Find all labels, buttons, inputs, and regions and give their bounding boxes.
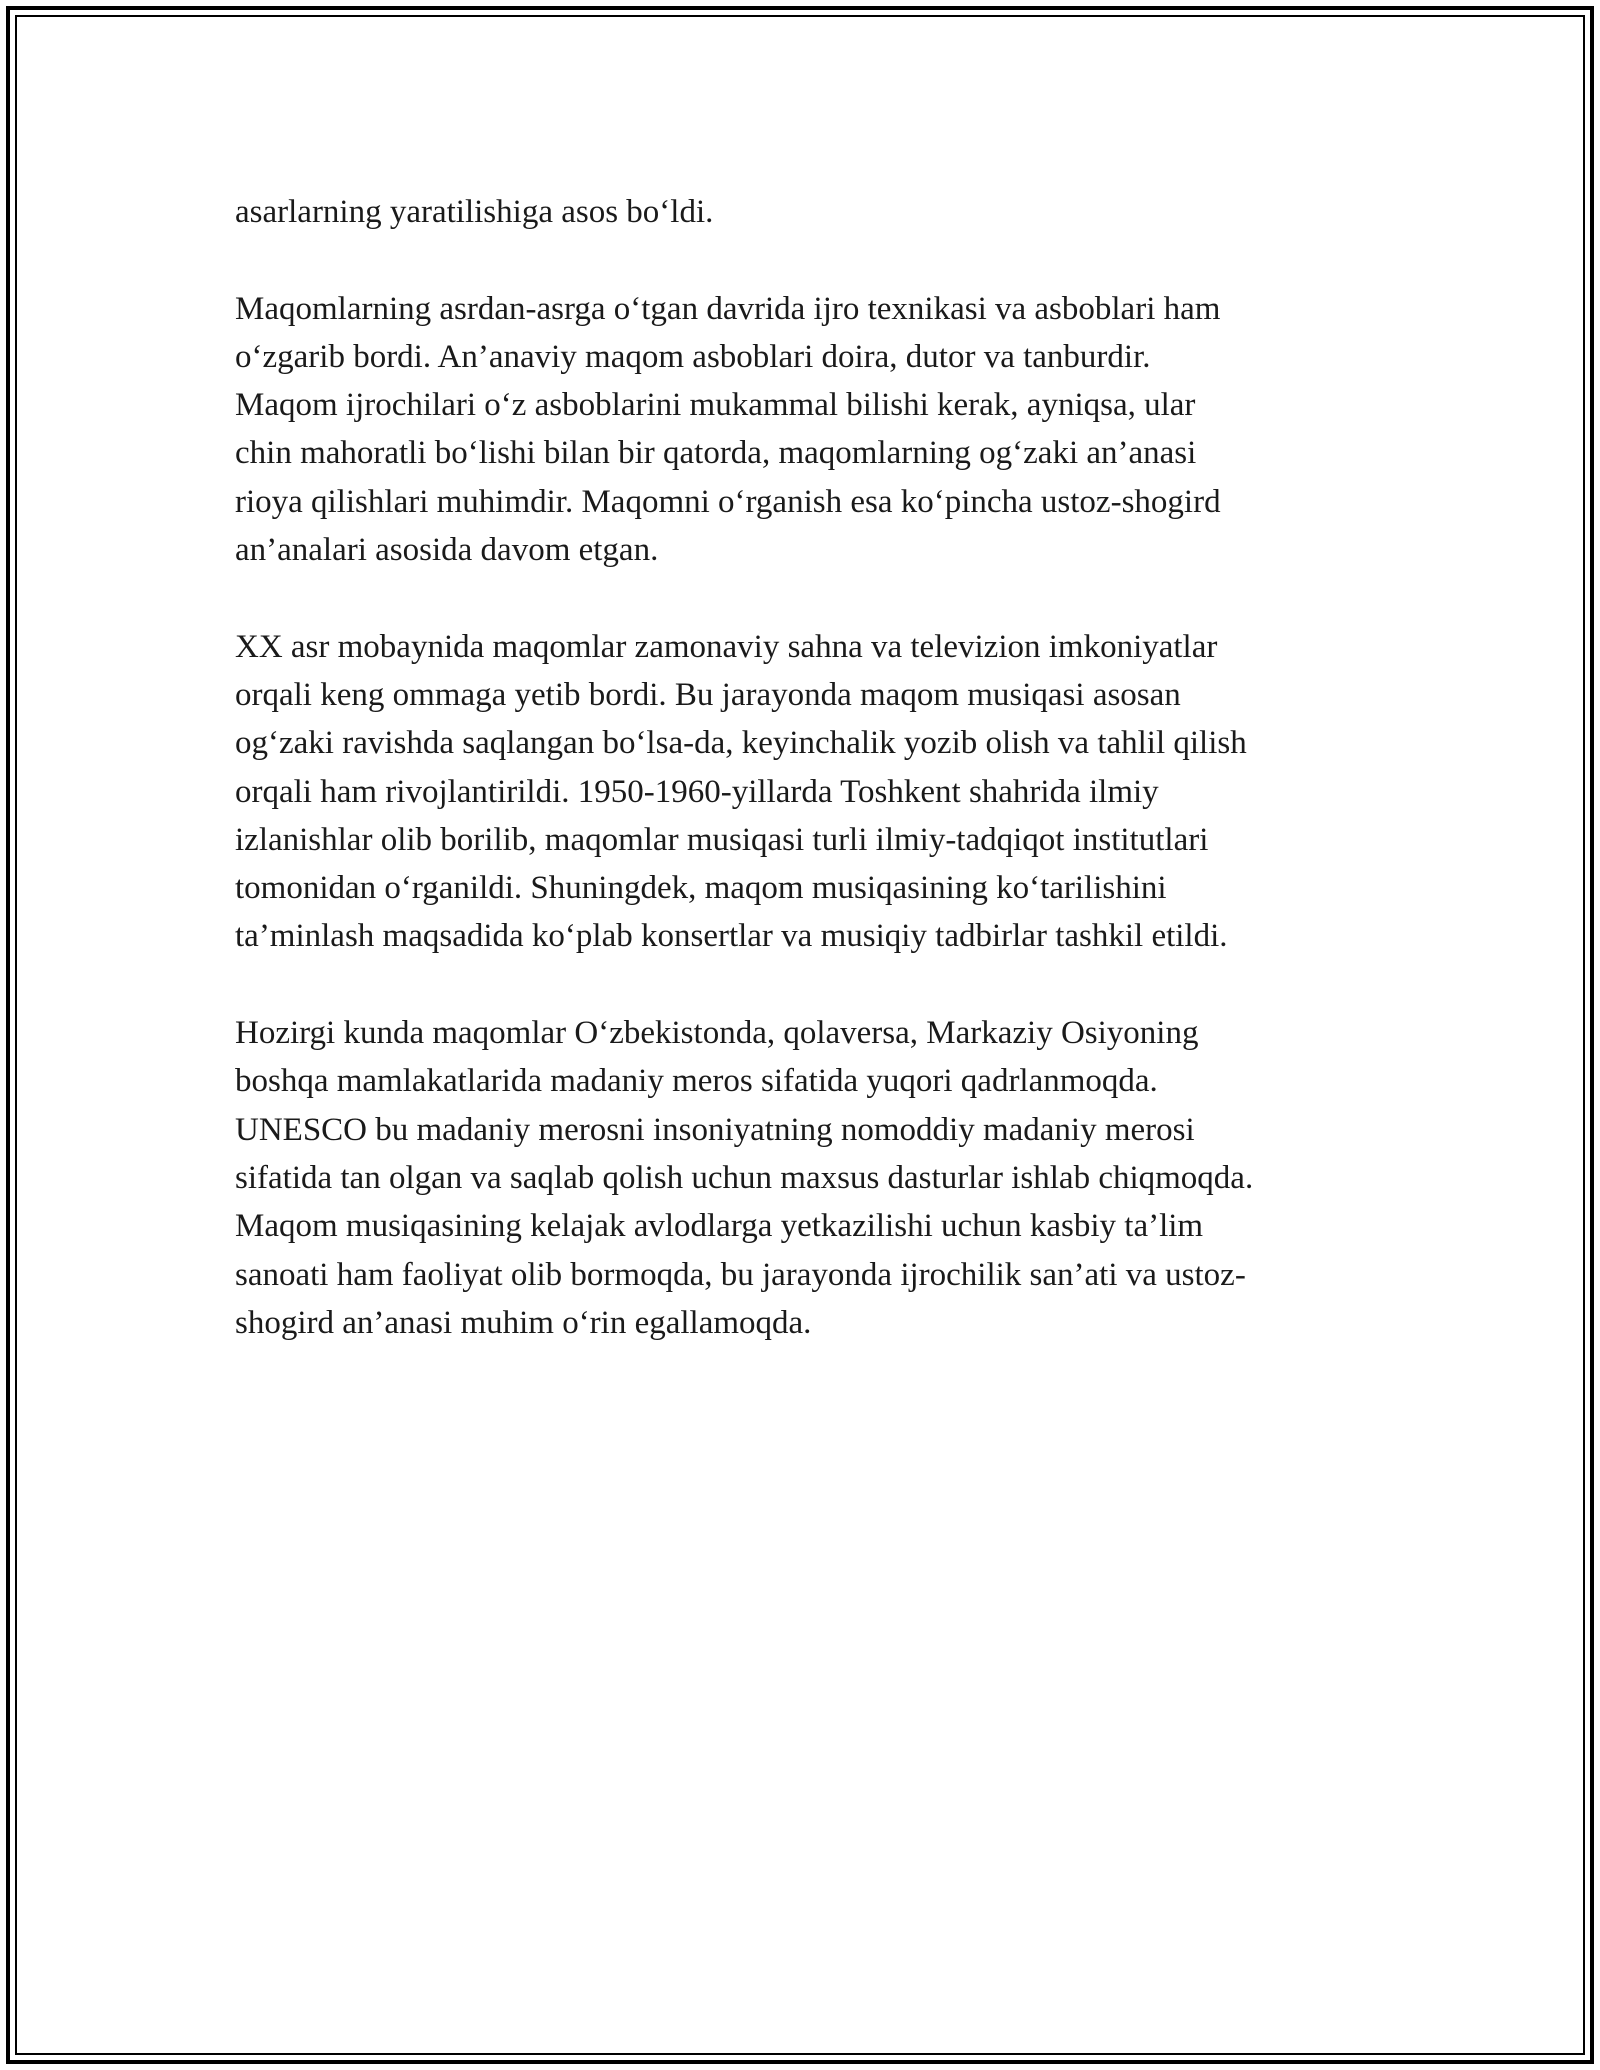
text-line: Maqom musiqasining kelajak avlodlarga yetkazilishi uchun kasbiy ta’lim: [235, 1208, 1204, 1245]
text-line: chin mahoratli bo‘lishi bilan bir qatorda, maqomlarning og‘zaki an’anasi: [235, 435, 1197, 472]
paragraph: [235, 285, 1375, 575]
text-line: boshqa mamlakatlarida madaniy meros sifatida yuqori qadrlanmoqda.: [235, 1063, 1158, 1100]
text-line: an’analari asosida davom etgan.: [235, 532, 659, 569]
document-body: [235, 188, 1375, 1395]
text-line: og‘zaki ravishda saqlangan bo‘lsa-da, keyinchalik yozib olish va tahlil qilish: [235, 725, 1247, 762]
paragraph: [235, 188, 1375, 236]
text-line: rioya qilishlari muhimdir. Maqomni o‘rganish esa ko‘pincha ustoz-shogird: [235, 483, 1221, 520]
text-line: Hozirgi kunda maqomlar O‘zbekistonda, qolaversa, Markaziy Osiyoning: [235, 1015, 1199, 1052]
text-line: sanoati ham faoliyat olib bormoqda, bu jarayonda ijrochilik san’ati va ustoz-: [235, 1256, 1246, 1293]
text-line: orqali keng ommaga yetib bordi. Bu jarayonda maqom musiqasi asosan: [235, 676, 1181, 713]
text-line: XX asr mobaynida maqomlar zamonaviy sahna va televizion imkoniyatlar: [235, 628, 1218, 665]
paragraph: [235, 623, 1375, 961]
text-line: izlanishlar olib borilib, maqomlar musiqasi turli ilmiy-tadqiqot institutlari: [235, 821, 1209, 858]
text-line: sifatida tan olgan va saqlab qolish uchun maxsus dasturlar ishlab chiqmoqda.: [235, 1159, 1254, 1196]
text-line: Maqom ijrochilari o‘z asboblarini mukammal bilishi kerak, ayniqsa, ular: [235, 387, 1196, 424]
text-line: UNESCO bu madaniy merosni insoniyatning nomoddiy madaniy merosi: [235, 1111, 1195, 1148]
paragraph: [235, 1009, 1375, 1347]
text-line: asarlarning yaratilishiga asos bo‘ldi.: [235, 194, 714, 230]
text-line: o‘zgarib bordi. An’anaviy maqom asboblari doira, dutor va tanburdir.: [235, 338, 1151, 375]
text-line: orqali ham rivojlantirildi. 1950-1960-yillarda Toshkent shahrida ilmiy: [235, 773, 1159, 810]
text-line: shogird an’anasi muhim o‘rin egallamoqda.: [235, 1304, 812, 1341]
text-line: Maqomlarning asrdan-asrga o‘tgan davrida ijro texnikasi va asboblari ham: [235, 290, 1221, 327]
text-line: tomonidan o‘rganildi. Shuningdek, maqom musiqasining ko‘tarilishini: [235, 870, 1167, 907]
text-line: ta’minlash maqsadida ko‘plab konsertlar va musiqiy tadbirlar tashkil etildi.: [235, 918, 1228, 955]
